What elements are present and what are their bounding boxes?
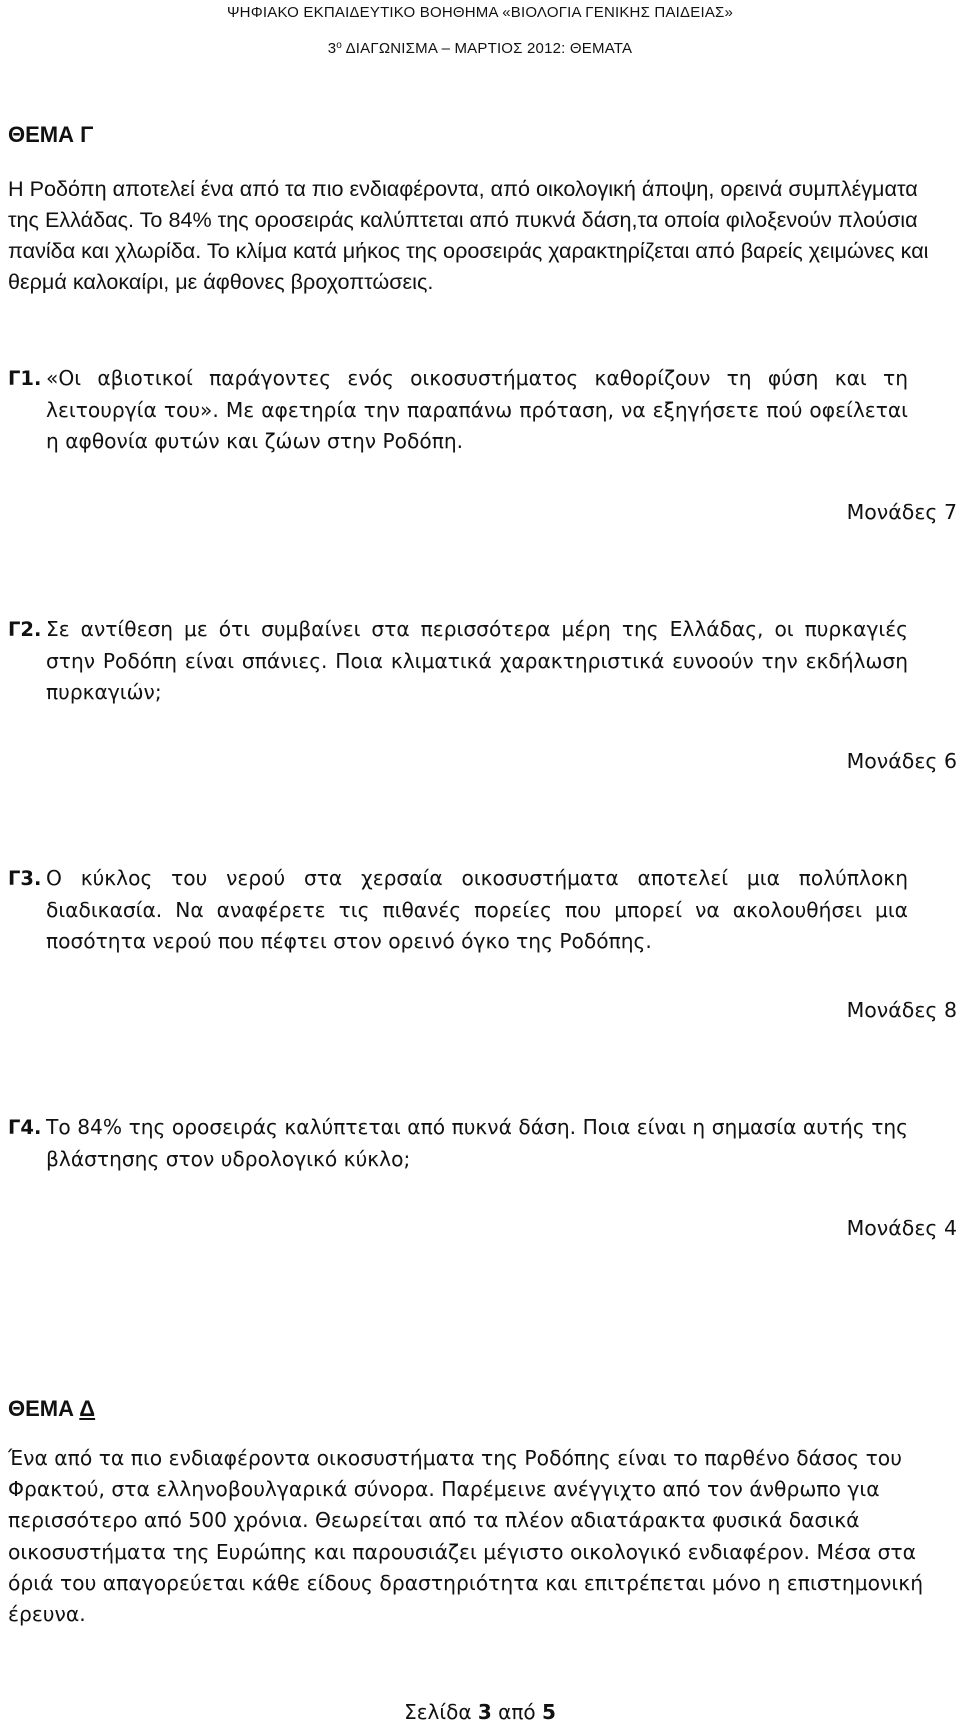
marks-g2: Μονάδες 6	[846, 749, 957, 773]
theme-d-text: Ένα από τα πιο ενδιαφέροντα οικοσυστήματα της Ροδόπης είναι το παρθένο δάσος του Φρακτού, στα ελληνοβουλγαρικά σύνορα. Παρέμεινε ανέγγιχτο από τον άνθρωπο για περισσότερο από 500 χρόνια. Θεωρείται από τα πλέον αδιατάρακτα φυσικά δασικά οικοσυστήματα της Ευρώπης και παρουσιάζει μέγιστο οικολογικό ενδιαφέρον. Μέσα στα όριά του απαγορεύεται κάθε είδους δραστηριότητα και επιτρέπεται μόνο η επιστημονική έρευνα.	[8, 1446, 924, 1627]
question-number: Γ3.	[8, 867, 42, 890]
marks-g3: Μονάδες 8	[846, 998, 957, 1022]
question-number: Γ4.	[8, 1116, 42, 1139]
footer-prefix: Σελίδα	[404, 1700, 478, 1724]
question-text: Ο κύκλος του νερού στα χερσαία οικοσυστήματα αποτελεί μια πολύπλοκη διαδικασία. Να αναφέρετε τις πιθανές πορείες που μπορεί να ακολουθήσει μια ποσότητα νερού που πέφτει στον ορεινό όγκο της Ροδόπης.	[46, 866, 908, 953]
question-g2	[8, 614, 908, 709]
question-g3	[8, 863, 908, 958]
question-g4	[8, 1112, 908, 1175]
question-text: Σε αντίθεση με ότι συμβαίνει στα περισσότερα μέρη της Ελλάδας, οι πυρκαγιές στην Ροδόπη είναι σπάνιες. Ποια κλιματικά χαρακτηριστικά ευνοούν την εκδήλωση πυρκαγιών;	[46, 617, 908, 704]
question-g1	[8, 363, 908, 458]
marks-g4: Μονάδες 4	[846, 1216, 957, 1240]
header-exam-title: ΔΙΑΓΩΝΙΣΜΑ – ΜΑΡΤΙΟΣ 2012: ΘΕΜΑΤΑ	[342, 40, 633, 57]
header-title: ΨΗΦΙΑΚΟ ΕΚΠΑΙΔΕΥΤΙΚΟ ΒΟΗΘΗΜΑ «ΒΙΟΛΟΓΙΑ ΓΕΝΙΚΗΣ ΠΑΙΔΕΙΑΣ»	[226, 4, 734, 21]
question-text: «Οι αβιοτικοί παράγοντες ενός οικοσυστήματος καθορίζουν τη φύση και τη λειτουργία του». Με αφετηρία την παραπάνω πρόταση, να εξηγήσετε πού οφείλεται η αφθονία φυτών και ζώων στην Ροδόπη.	[46, 366, 908, 453]
header-ordinal: ο	[336, 40, 343, 51]
header-subtitle	[0, 40, 960, 57]
question-number: Γ2.	[8, 618, 42, 641]
question-number: Γ1.	[8, 367, 42, 390]
header-exam-number: 3	[327, 40, 337, 57]
theme-g-intro: Η Ροδόπη αποτελεί ένα από τα πιο ενδιαφέροντα, από οικολογική άποψη, ορεινά συμπλέγματα της Ελλάδας. Το 84% της οροσειράς καλύπτεται από πυκνά δάση,τα οποία φιλοξενούν πλούσια πανίδα και χλωρίδα. Το κλίμα κατά μήκος της οροσειράς χαρακτηρίζεται από βαρείς χειμώνες και θερμά καλοκαίρι, με άφθονες βροχοπτώσεις.	[8, 176, 929, 294]
marks-g1: Μονάδες 7	[846, 500, 957, 524]
theme-d-letter: Δ	[79, 1396, 96, 1421]
footer-middle: από	[491, 1700, 542, 1724]
theme-g-title: ΘΕΜΑ Γ	[8, 122, 94, 147]
page-footer	[0, 1700, 960, 1724]
theme-d-prefix: ΘΕΜΑ	[8, 1396, 80, 1421]
theme-d-title	[8, 1396, 95, 1422]
footer-total-pages: 5	[542, 1700, 556, 1724]
footer-page-number: 3	[477, 1700, 492, 1724]
question-text: Το 84% της οροσειράς καλύπτεται από πυκνά δάση. Ποια είναι η σημασία αυτής της βλάστησης στον υδρολογικό κύκλο;	[46, 1115, 908, 1171]
